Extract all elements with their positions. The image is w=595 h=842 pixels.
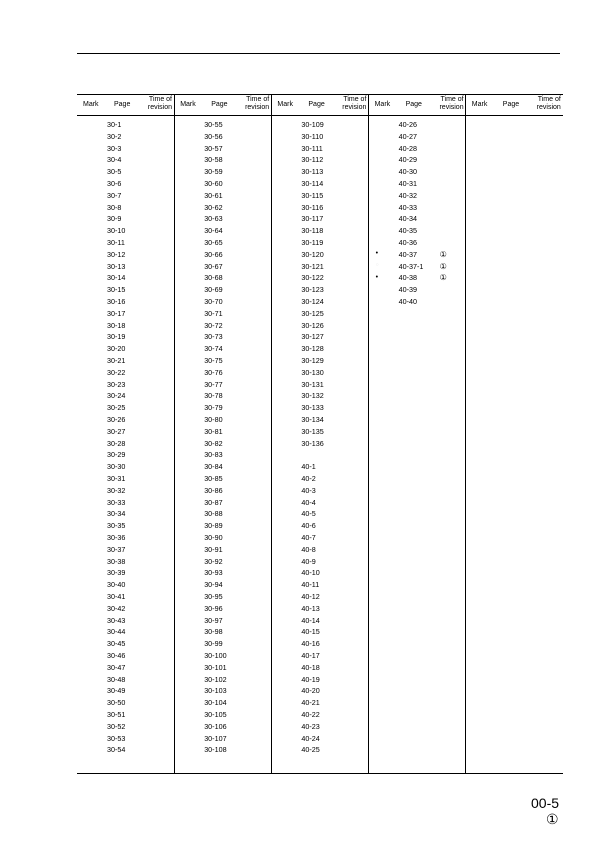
column-divider [465, 95, 466, 773]
page-cell: 30-87 [204, 497, 223, 507]
page-cell: 40-25 [301, 745, 320, 755]
page-cell: 30-104 [204, 698, 227, 708]
page-cell: 30-97 [204, 615, 223, 625]
top-rule [77, 53, 560, 54]
page-cell: 40-17 [301, 651, 320, 660]
revision-cell: ① [439, 273, 447, 283]
page-cell: 40-14 [301, 615, 320, 625]
page-cell: 30-16 [107, 297, 126, 306]
page-cell: 30-34 [107, 509, 126, 519]
page-cell: 40-27 [398, 131, 417, 141]
page-cell: 30-50 [107, 698, 126, 708]
page-cell: 30-65 [204, 238, 223, 247]
page-cell: 30-66 [204, 249, 223, 259]
page-cell: 30-60 [204, 179, 223, 188]
page-cell: 30-127 [301, 332, 324, 342]
page-cell: 40-20 [301, 686, 320, 696]
page-cell: 30-88 [204, 509, 223, 519]
page-cell: 30-19 [107, 332, 126, 342]
page-cell: 30-126 [301, 320, 324, 330]
page-cell: 30-108 [204, 745, 227, 755]
page-cell: 30-109 [301, 120, 324, 129]
header-mark: Mark [471, 101, 488, 108]
page-cell: 30-52 [107, 721, 126, 731]
page-cell: 30-10 [107, 226, 126, 236]
page-cell: 30-102 [204, 674, 227, 684]
page-cell: 40-30 [398, 167, 417, 177]
page-cell: 30-119 [301, 238, 324, 247]
page-cell: 30-103 [204, 686, 227, 696]
page-cell: 30-69 [204, 285, 223, 295]
page-cell: 30-124 [301, 297, 324, 306]
page-cell: 40-31 [398, 179, 417, 188]
page-cell: 30-84 [204, 462, 223, 472]
page-cell: 30-23 [107, 379, 126, 389]
page-cell: 30-128 [301, 344, 324, 354]
page-cell: 30-74 [204, 344, 223, 354]
page-cell: 30-62 [204, 202, 223, 212]
header-page: Page [502, 101, 520, 108]
page-cell: 30-26 [107, 415, 126, 424]
page-cell: 30-79 [204, 403, 223, 413]
page-cell: 30-83 [204, 450, 223, 460]
column-divider [368, 95, 369, 773]
header-time-of: Time of [246, 96, 270, 103]
page-cell: 40-6 [301, 521, 316, 531]
page-cell: 30-67 [204, 261, 223, 271]
page-cell: 40-18 [301, 662, 320, 672]
page-cell: 30-68 [204, 273, 223, 283]
page-cell: 40-16 [301, 639, 320, 649]
header-rule [77, 115, 563, 116]
page-cell: 30-95 [204, 592, 223, 601]
page-cell: 30-1 [107, 120, 122, 129]
page-cell: 30-20 [107, 344, 126, 354]
page-cell: 30-33 [107, 497, 126, 507]
page-cell: 30-86 [204, 485, 223, 495]
page-cell: 40-37 [398, 249, 417, 259]
page-cell: 30-96 [204, 603, 223, 613]
page-cell: 30-57 [204, 143, 223, 153]
page-cell: 30-28 [107, 438, 126, 448]
page-cell: 40-19 [301, 674, 320, 684]
page-cell: 30-15 [107, 285, 126, 295]
page-cell: 30-4 [107, 155, 122, 165]
header-revision: revision [342, 104, 367, 111]
page-cell: 30-8 [107, 202, 122, 212]
page-cell: 30-35 [107, 521, 126, 531]
page-cell: 30-55 [204, 120, 223, 129]
page-cell: 40-21 [301, 698, 320, 708]
page-cell: 30-51 [107, 710, 126, 719]
page-cell: 30-118 [301, 226, 324, 236]
page-cell: 30-18 [107, 320, 126, 330]
page-cell: 30-37 [107, 544, 126, 554]
header-page: Page [211, 101, 228, 108]
page-cell: 30-89 [204, 521, 223, 531]
page-cell: 30-100 [204, 651, 227, 660]
header-revision: revision [245, 104, 270, 111]
page-cell: 30-43 [107, 615, 126, 625]
page-cell: 30-132 [301, 391, 324, 401]
page-cell: 40-7 [301, 533, 316, 542]
header-mark: Mark [374, 101, 391, 108]
header-mark: Mark [277, 101, 293, 108]
page-cell: 30-92 [204, 556, 223, 566]
page-cell: 40-8 [301, 544, 316, 554]
header-revision: revision [147, 104, 172, 111]
page-cell: 30-71 [204, 308, 223, 318]
revision-cell: ① [439, 249, 447, 259]
page-cell: 30-106 [204, 721, 227, 731]
header-page: Page [405, 101, 422, 108]
page-cell: 30-76 [204, 367, 223, 377]
header-revision: revision [439, 104, 464, 111]
page-cell: 30-42 [107, 603, 126, 613]
page-cell: 40-26 [398, 120, 417, 129]
page-cell: 30-75 [204, 356, 223, 365]
header-mark: Mark [83, 101, 99, 108]
page-cell: 40-35 [398, 226, 417, 236]
page-cell: 30-73 [204, 332, 223, 342]
page-cell: 40-1 [301, 462, 316, 472]
page-cell: 40-32 [398, 190, 417, 200]
page-cell: 30-72 [204, 320, 223, 330]
page-cell: 30-78 [204, 391, 223, 401]
revision-mark: ○ [375, 262, 379, 269]
page-cell: 30-107 [204, 733, 227, 743]
page-cell: 30-21 [107, 356, 126, 365]
page-cell: 30-129 [301, 356, 324, 365]
page-cell: 30-12 [107, 249, 126, 259]
page-cell: 30-123 [301, 285, 324, 295]
column-divider [174, 95, 175, 773]
page-cell: 40-37-1 [398, 261, 424, 271]
page-cell: 40-22 [301, 710, 320, 719]
page-cell: 40-3 [301, 485, 316, 495]
page-cell: 30-49 [107, 686, 126, 696]
page-cell: 30-105 [204, 710, 227, 719]
page-cell: 30-31 [107, 474, 126, 483]
page-cell: 40-39 [398, 285, 417, 295]
header-revision: revision [536, 104, 561, 111]
page-cell: 30-54 [107, 745, 126, 755]
page-cell: 30-22 [107, 367, 126, 377]
revision-mark: • [375, 250, 379, 258]
page-cell: 30-91 [204, 544, 223, 554]
page-cell: 30-99 [204, 639, 223, 649]
page-cell: 30-98 [204, 627, 223, 637]
page-cell: 30-45 [107, 639, 126, 649]
revision-mark: • [375, 273, 379, 281]
page-cell: 30-39 [107, 568, 126, 578]
header-page: Page [114, 101, 131, 108]
page-cell: 40-9 [301, 556, 316, 566]
page-cell: 30-90 [204, 533, 223, 542]
page-cell: 30-117 [301, 214, 324, 224]
page-cell: 30-130 [301, 367, 324, 377]
page-cell: 30-113 [301, 167, 324, 177]
page-cell: 40-10 [301, 568, 320, 578]
header-time-of: Time of [440, 96, 464, 103]
page-number: 00-5 [531, 795, 560, 811]
header-page: Page [308, 101, 325, 108]
page-cell: 30-58 [204, 155, 223, 165]
page-cell: 30-2 [107, 131, 122, 141]
page-cell: 40-38 [398, 273, 417, 283]
page-cell: 40-4 [301, 497, 316, 507]
page-cell: 30-41 [107, 592, 126, 601]
page-cell: 30-30 [107, 462, 126, 472]
page-cell: 30-53 [107, 733, 126, 743]
page-cell: 40-5 [301, 509, 316, 519]
page-cell: 40-28 [398, 143, 417, 153]
page-cell: 30-38 [107, 556, 126, 566]
header-time-of: Time of [343, 96, 367, 103]
page-cell: 30-61 [204, 190, 223, 200]
page-cell: 30-111 [301, 143, 323, 153]
page-cell: 30-81 [204, 426, 223, 436]
page-cell: 40-24 [301, 733, 320, 743]
page-cell: 30-110 [301, 131, 324, 141]
page-cell: 30-59 [204, 167, 223, 177]
page-cell: 30-3 [107, 143, 122, 153]
page-cell: 30-94 [204, 580, 223, 590]
page-cell: 40-15 [301, 627, 320, 637]
page-cell: 40-11 [301, 580, 320, 590]
page-cell: 30-25 [107, 403, 126, 413]
page-cell: 30-56 [204, 131, 223, 141]
page-cell: 40-36 [398, 238, 417, 247]
page-cell: 30-133 [301, 403, 324, 413]
page-cell: 30-29 [107, 450, 126, 460]
page-cell: 30-134 [301, 415, 324, 424]
page-cell: 40-12 [301, 592, 320, 601]
page-cell: 40-34 [398, 214, 417, 224]
page-cell: 30-121 [301, 261, 324, 271]
page-cell: 30-9 [107, 214, 122, 224]
page-cell: 30-24 [107, 391, 126, 401]
page-cell: 40-40 [398, 297, 417, 306]
header-time-of: Time of [537, 96, 561, 103]
page-cell: 40-23 [301, 721, 320, 731]
page-cell: 30-82 [204, 438, 223, 448]
header-mark: Mark [180, 101, 196, 108]
page-cell: 30-114 [301, 179, 324, 188]
page-cell: 30-47 [107, 662, 126, 672]
page-cell: 30-32 [107, 485, 126, 495]
page-cell: 30-125 [301, 308, 324, 318]
page-cell: 30-77 [204, 379, 223, 389]
page-cell: 30-44 [107, 627, 126, 637]
page-cell: 30-85 [204, 474, 223, 483]
page-cell: 30-5 [107, 167, 122, 177]
page-cell: 30-13 [107, 261, 126, 271]
page-cell: 30-70 [204, 297, 223, 306]
page-cell: 40-33 [398, 202, 417, 212]
page-cell: 30-64 [204, 226, 223, 236]
page-cell: 30-116 [301, 202, 324, 212]
page-cell: 30-80 [204, 415, 223, 424]
page-cell: 40-2 [301, 474, 316, 483]
page-cell: 30-120 [301, 249, 324, 259]
column-divider [271, 95, 272, 773]
page-cell: 30-136 [301, 438, 324, 448]
page-revision-mark: ① [546, 811, 559, 827]
page-cell: 30-17 [107, 308, 126, 318]
header-time-of: Time of [148, 96, 172, 103]
page-cell: 30-27 [107, 426, 126, 436]
page-cell: 30-11 [107, 238, 125, 247]
page-cell: 40-29 [398, 155, 417, 165]
page-cell: 30-14 [107, 273, 126, 283]
revision-table [77, 94, 563, 774]
page-cell: 30-46 [107, 651, 126, 660]
page-cell: 40-13 [301, 603, 320, 613]
page-cell: 30-40 [107, 580, 126, 590]
page-cell: 30-36 [107, 533, 126, 542]
page-cell: 30-135 [301, 426, 324, 436]
page-cell: 30-48 [107, 674, 126, 684]
page-cell: 30-131 [301, 379, 324, 389]
page-cell: 30-7 [107, 190, 122, 200]
page-cell: 30-6 [107, 179, 122, 188]
page-cell: 30-112 [301, 155, 324, 165]
revision-cell: ① [439, 261, 447, 271]
page-cell: 30-63 [204, 214, 223, 224]
page-cell: 30-115 [301, 190, 324, 200]
page-cell: 30-101 [204, 662, 227, 672]
page-cell: 30-93 [204, 568, 223, 578]
page-cell: 30-122 [301, 273, 324, 283]
